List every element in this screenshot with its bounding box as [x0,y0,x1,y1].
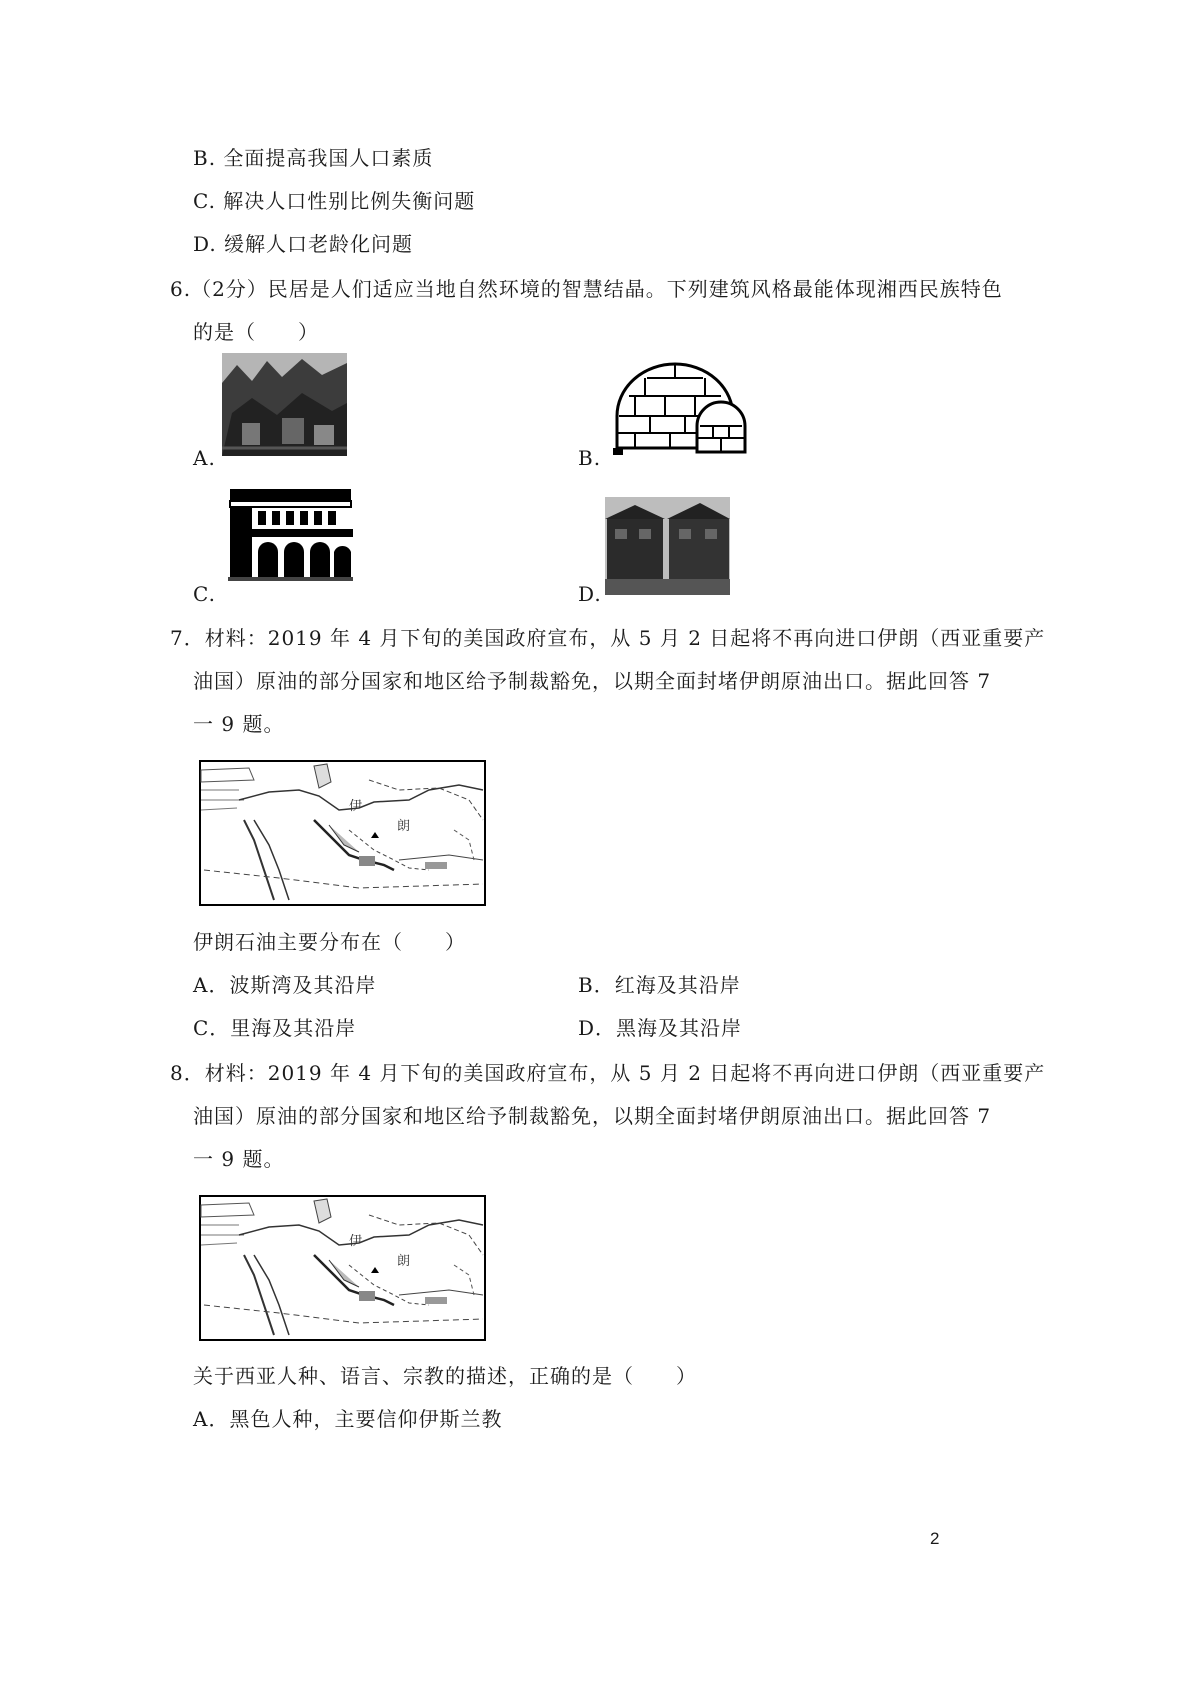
q6-image-c [228,487,353,585]
map1-label-lang: 朗 [397,819,411,834]
q8-material-line1: 8．材料：2019 年 4 月下旬的美国政府宣布，从 5 月 2 日起将不再向进口伊朗（西亚重要产 [170,1061,1046,1085]
q5-option-d: D. 缓解人口老龄化问题 [193,232,414,256]
q7-material-line3: 一 9 题。 [193,712,285,736]
q7-material-line1: 7．材料：2019 年 4 月下旬的美国政府宣布，从 5 月 2 日起将不再向进口伊朗（西亚重要产 [170,626,1046,650]
q6-stem-line1: 6.（2分）民居是人们适应当地自然环境的智慧结晶。下列建筑风格最能体现湘西民族特色 [170,277,1003,301]
page-number: 2 [930,1529,940,1548]
q7-map-west-asia [199,760,486,906]
q6-image-d [605,497,730,595]
map2-label-yi: 伊 [349,1234,363,1249]
q5-option-b: B. 全面提高我国人口素质 [193,146,434,170]
map1-label-yi: 伊 [349,799,363,814]
q6-label-a: A. [193,446,216,470]
q8-question: 关于西亚人种、语言、宗教的描述，正确的是（ ） [193,1364,697,1388]
q7-option-b: B．红海及其沿岸 [578,973,741,997]
q7-option-d: D．黑海及其沿岸 [578,1016,743,1040]
q8-material-line2: 油国）原油的部分国家和地区给予制裁豁免，以期全面封堵伊朗原油出口。据此回答 7 [193,1104,992,1128]
q6-label-c: C. [193,582,216,606]
q6-image-b-igloo [605,358,755,458]
q5-option-c: C. 解决人口性别比例失衡问题 [193,189,476,213]
q8-option-a: A．黑色人种，主要信仰伊斯兰教 [193,1407,503,1431]
q7-question: 伊朗石油主要分布在（ ） [193,930,466,954]
map2-label-lang: 朗 [397,1254,411,1269]
q7-option-c: C．里海及其沿岸 [193,1016,357,1040]
q6-label-b: B. [578,446,602,470]
q8-material-line3: 一 9 题。 [193,1147,285,1171]
q6-stem-line2: 的是（ ） [193,320,319,344]
q6-image-a [222,353,347,456]
q7-material-line2: 油国）原油的部分国家和地区给予制裁豁免，以期全面封堵伊朗原油出口。据此回答 7 [193,669,992,693]
q6-label-d: D. [578,582,602,606]
q8-map-west-asia [199,1195,486,1341]
q7-option-a: A．波斯湾及其沿岸 [193,973,377,997]
